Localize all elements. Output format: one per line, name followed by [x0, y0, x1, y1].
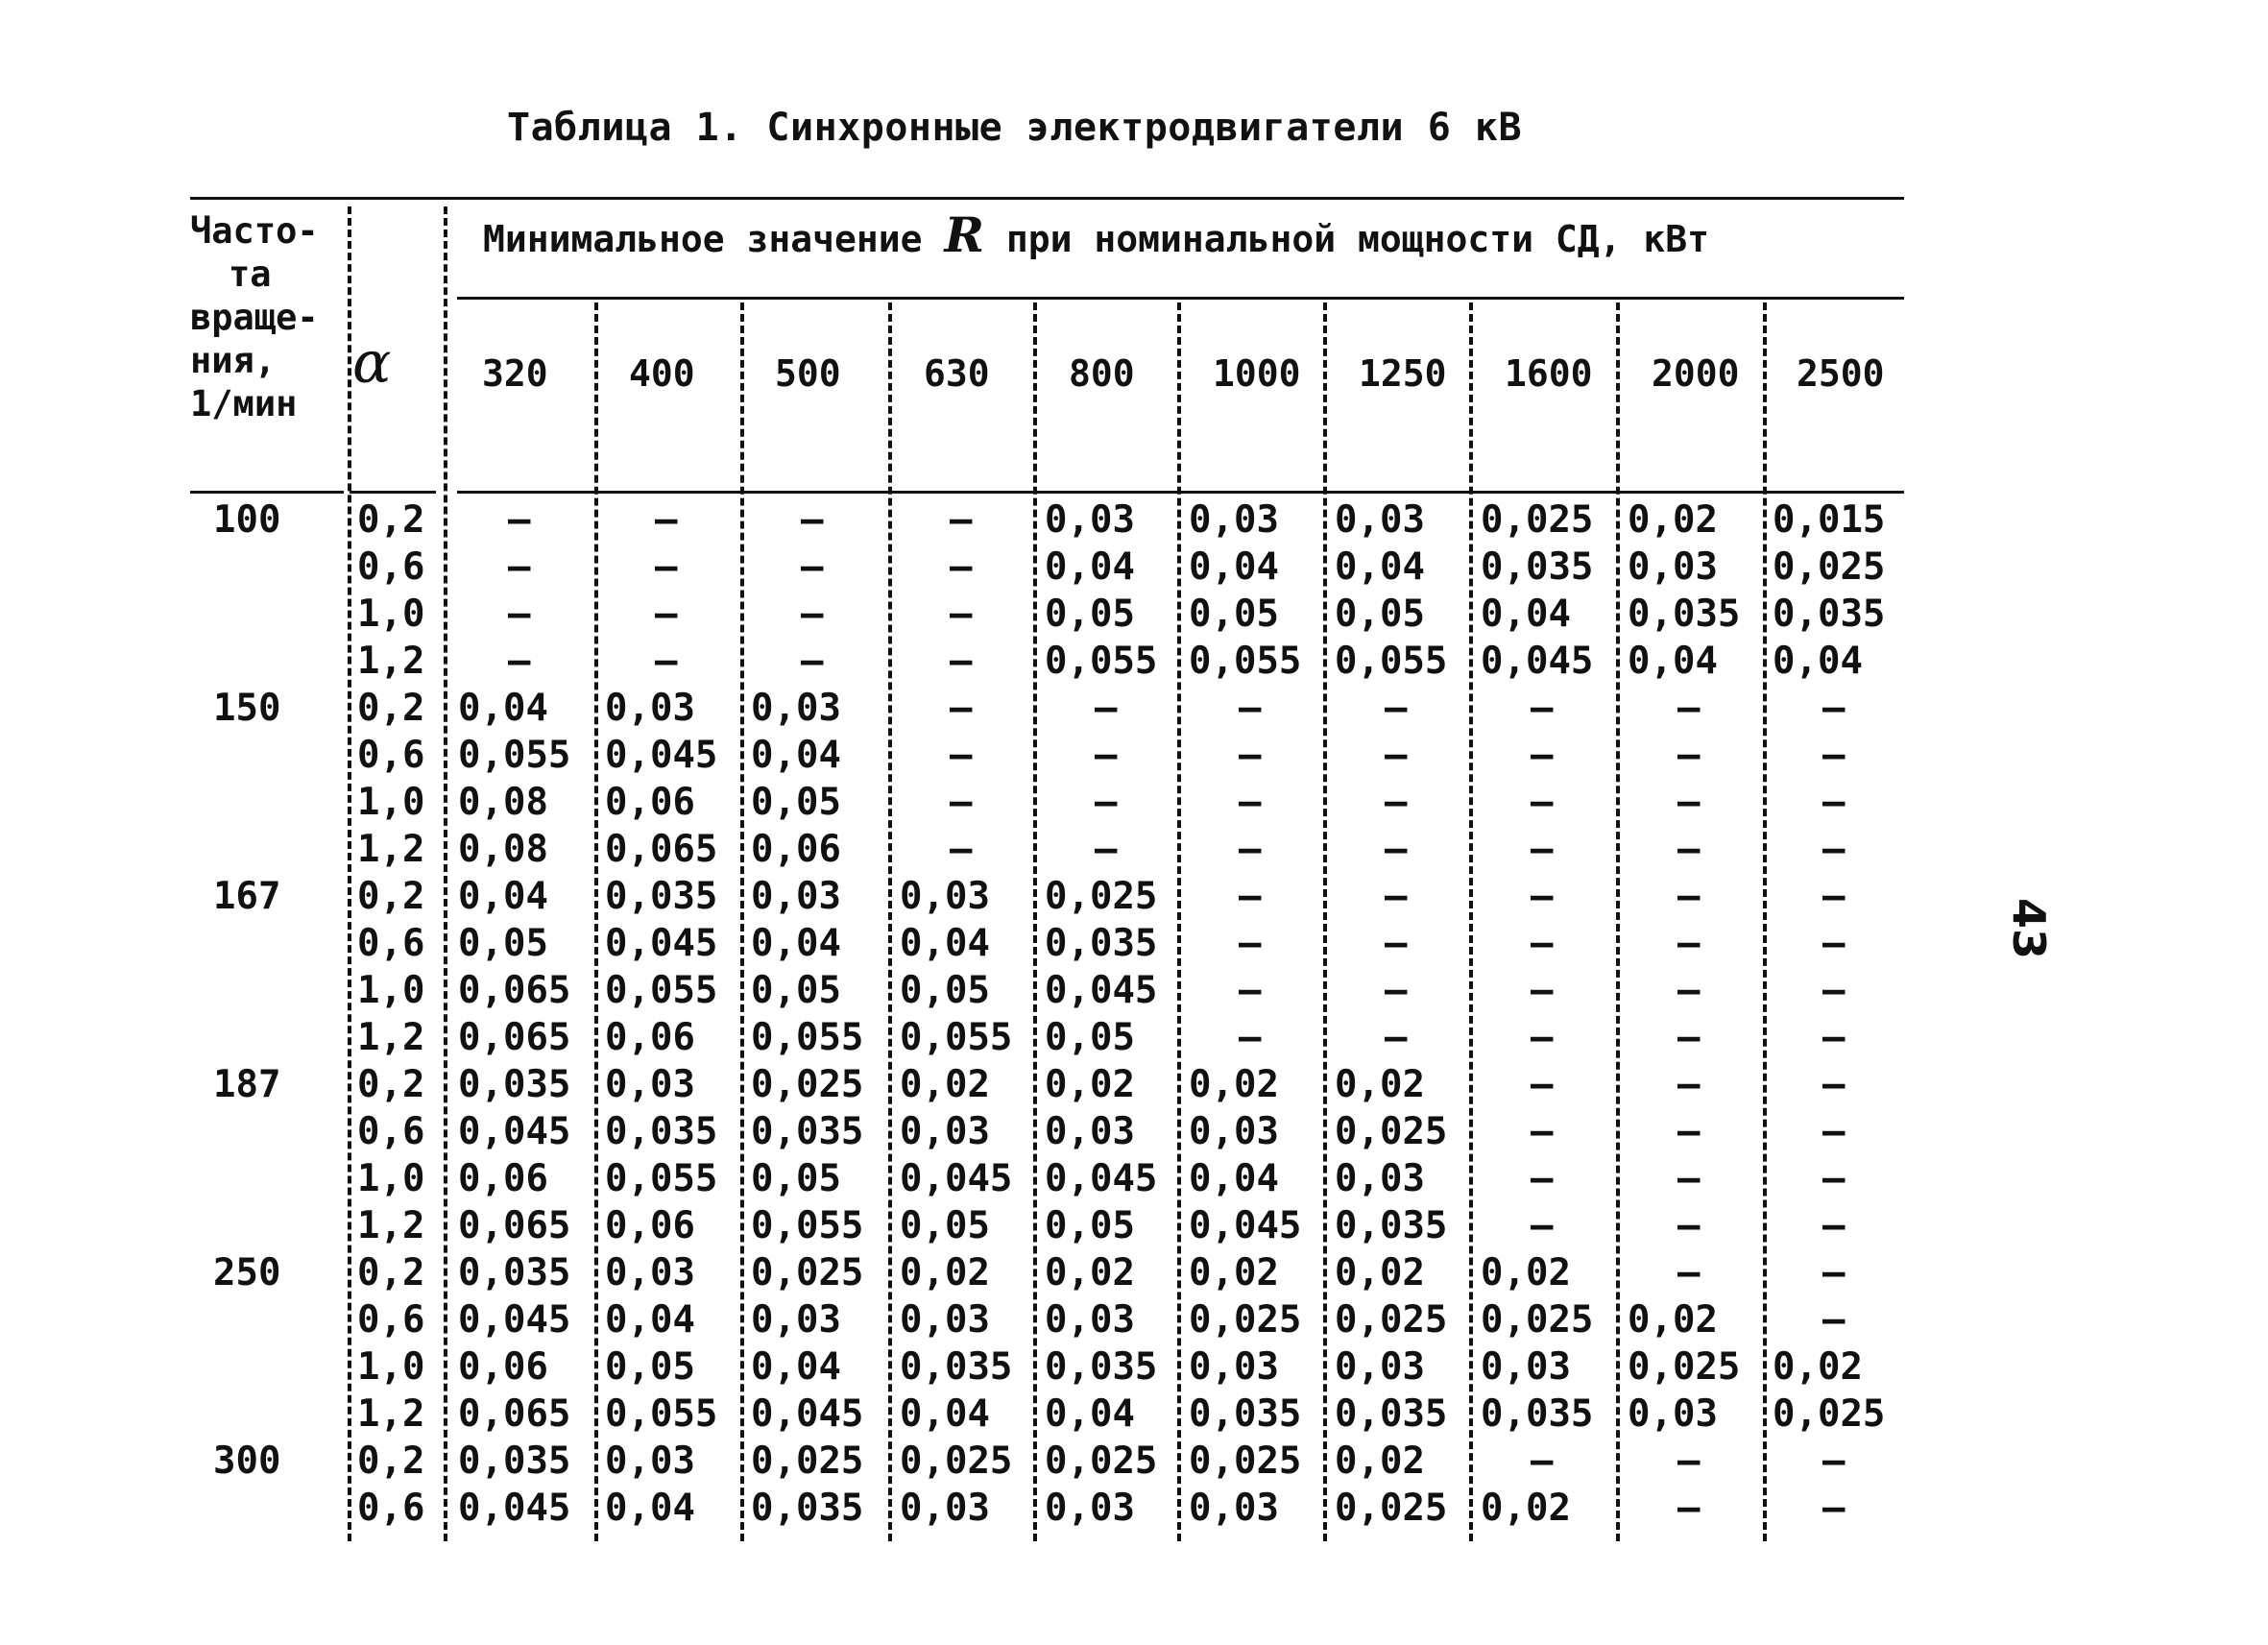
table-cell: – [1385, 922, 1408, 965]
table-cell: 0,03 [900, 1487, 990, 1530]
table-cell: 0,02 [900, 1063, 990, 1106]
table-cell: 0,05 [900, 969, 990, 1012]
alpha-value: 0,2 [357, 687, 425, 730]
table-cell: 0,02 [1481, 1251, 1571, 1294]
group-header-suffix: при номинальной мощности СД, кВт [1005, 218, 1709, 260]
table-cell: 0,04 [1481, 593, 1571, 636]
table-cell: 0,04 [751, 734, 841, 777]
table-cell: 0,03 [1481, 1345, 1571, 1389]
table-cell: 0,02 [900, 1251, 990, 1294]
table-cell: 0,05 [605, 1345, 695, 1389]
table-cell: 0,05 [1045, 1204, 1135, 1247]
table-cell: 0,045 [458, 1487, 571, 1530]
table-cell: 0,03 [1189, 498, 1279, 542]
table-cell: – [950, 498, 973, 542]
alpha-value: 1,0 [357, 1157, 425, 1200]
column-divider [1469, 302, 1473, 1541]
table-cell: 0,055 [458, 734, 571, 777]
table-cell: – [508, 640, 531, 683]
table-cell: – [1822, 1298, 1846, 1342]
frequency-value: 100 [213, 498, 281, 542]
column-divider [1177, 302, 1181, 1541]
table-cell: – [655, 498, 678, 542]
table-cell: – [1531, 734, 1554, 777]
table-cell: 0,025 [1335, 1487, 1448, 1530]
table-cell: – [1531, 687, 1554, 730]
table-cell: 0,02 [1628, 1298, 1718, 1342]
table-cell: 0,03 [751, 875, 841, 918]
table-cell: 0,025 [1481, 498, 1594, 542]
table-cell: – [1822, 687, 1846, 730]
frequency-header-line: Часто- [190, 210, 319, 252]
table-cell: – [508, 498, 531, 542]
alpha-value: 0,6 [357, 545, 425, 589]
table-cell: 0,045 [605, 734, 718, 777]
table-cell: 0,03 [1045, 498, 1135, 542]
frequency-value: 300 [213, 1439, 281, 1483]
table-cell: 0,05 [900, 1204, 990, 1247]
table-cell: 0,06 [605, 1016, 695, 1059]
table-cell: 0,025 [751, 1439, 864, 1483]
table-cell: 0,03 [751, 687, 841, 730]
table-cell: – [1531, 1063, 1554, 1106]
table-cell: 0,03 [1628, 1392, 1718, 1436]
table-cell: – [1385, 828, 1408, 871]
power-header: 320 [482, 352, 548, 395]
table-cell: – [655, 545, 678, 589]
table-cell: 0,02 [1335, 1251, 1425, 1294]
table-cell: 0,025 [900, 1439, 1013, 1483]
table-cell: 0,03 [1335, 1345, 1425, 1389]
table-cell: 0,03 [605, 1063, 695, 1106]
alpha-value: 1,2 [357, 828, 425, 871]
table-cell: 0,04 [900, 922, 990, 965]
table-cell: 0,03 [605, 687, 695, 730]
table-cell: 0,04 [1628, 640, 1718, 683]
table-cell: 0,035 [1045, 922, 1158, 965]
alpha-value: 1,0 [357, 781, 425, 824]
table-cell: – [1385, 687, 1408, 730]
table-cell: 0,06 [458, 1345, 548, 1389]
table-cell: 0,025 [1045, 875, 1158, 918]
table-cell: 0,03 [900, 875, 990, 918]
table-cell: 0,05 [1335, 593, 1425, 636]
table-cell: 0,03 [1189, 1345, 1279, 1389]
table-cell: 0,05 [1045, 1016, 1135, 1059]
table-cell: 0,045 [458, 1298, 571, 1342]
table-cell: – [1531, 922, 1554, 965]
table-cell: 0,02 [1189, 1063, 1279, 1106]
table-cell: – [1095, 781, 1118, 824]
table-cell: 0,04 [900, 1392, 990, 1436]
table-cell: 0,03 [751, 1298, 841, 1342]
table-cell: – [950, 734, 973, 777]
table-cell: 0,08 [458, 781, 548, 824]
alpha-value: 0,2 [357, 1439, 425, 1483]
table-cell: 0,055 [751, 1016, 864, 1059]
table-cell: 0,04 [751, 922, 841, 965]
column-divider [348, 206, 351, 1541]
table-cell: – [1822, 1063, 1846, 1106]
table-cell: – [950, 781, 973, 824]
power-header: 1600 [1505, 352, 1593, 395]
power-header: 500 [775, 352, 841, 395]
table-cell: 0,035 [1335, 1392, 1448, 1436]
column-divider [888, 302, 892, 1541]
table-cell: – [1822, 1016, 1846, 1059]
table-cell: – [1531, 1110, 1554, 1153]
table-cell: – [1677, 734, 1701, 777]
alpha-value: 0,2 [357, 498, 425, 542]
frequency-value: 250 [213, 1251, 281, 1294]
table-cell: 0,04 [458, 687, 548, 730]
frequency-value: 150 [213, 687, 281, 730]
table-cell: – [1677, 1110, 1701, 1153]
frequency-value: 167 [213, 875, 281, 918]
table-cell: 0,035 [1481, 1392, 1594, 1436]
column-divider [444, 206, 447, 1541]
frequency-column-header [190, 209, 319, 425]
alpha-value: 0,2 [357, 1063, 425, 1106]
power-header: 400 [629, 352, 695, 395]
table-cell: – [1239, 828, 1262, 871]
table-cell: – [1822, 1487, 1846, 1530]
table-cell: – [950, 687, 973, 730]
table-cell: 0,06 [605, 1204, 695, 1247]
table-cell: – [1531, 1016, 1554, 1059]
table-cell: 0,03 [605, 1439, 695, 1483]
table-cell: – [1822, 1251, 1846, 1294]
table-cell: 0,055 [605, 1157, 718, 1200]
table-cell: 0,04 [1045, 1392, 1135, 1436]
alpha-value: 0,6 [357, 922, 425, 965]
table-cell: 0,055 [605, 969, 718, 1012]
alpha-value: 0,6 [357, 1298, 425, 1342]
table-cell: – [950, 640, 973, 683]
table-cell: – [1822, 1110, 1846, 1153]
table-cell: – [950, 828, 973, 871]
group-header-rule [457, 297, 1904, 300]
table-cell: 0,045 [605, 922, 718, 965]
table-cell: 0,055 [900, 1016, 1013, 1059]
table-cell: – [1239, 969, 1262, 1012]
table-cell: 0,035 [1628, 593, 1741, 636]
table-cell: – [1677, 1016, 1701, 1059]
table-cell: 0,02 [1189, 1251, 1279, 1294]
table-cell: 0,065 [605, 828, 718, 871]
table-cell: 0,02 [1628, 498, 1718, 542]
table-cell: 0,03 [1045, 1487, 1135, 1530]
table-cell: – [1239, 922, 1262, 965]
table-cell: – [1239, 734, 1262, 777]
table-cell: 0,025 [751, 1063, 864, 1106]
table-cell: 0,06 [458, 1157, 548, 1200]
table-cell: 0,05 [751, 969, 841, 1012]
table-cell: – [801, 640, 824, 683]
alpha-value: 0,6 [357, 734, 425, 777]
column-divider [594, 302, 598, 1541]
table-cell: 0,025 [1335, 1298, 1448, 1342]
table-cell: 0,025 [1481, 1298, 1594, 1342]
table-cell: – [1531, 781, 1554, 824]
table-cell: 0,035 [458, 1439, 571, 1483]
r-symbol: R [944, 206, 985, 263]
table-cell: 0,035 [605, 875, 718, 918]
power-header: 2500 [1797, 352, 1885, 395]
alpha-value: 1,0 [357, 969, 425, 1012]
table-cell: – [1822, 781, 1846, 824]
table-cell: 0,065 [458, 1016, 571, 1059]
table-cell: 0,045 [1189, 1204, 1302, 1247]
table-cell: 0,04 [1773, 640, 1863, 683]
table-cell: 0,025 [1628, 1345, 1741, 1389]
table-cell: – [508, 593, 531, 636]
table-cell: 0,025 [1045, 1439, 1158, 1483]
table-cell: 0,04 [751, 1345, 841, 1389]
table-cell: – [1531, 1439, 1554, 1483]
alpha-value: 1,0 [357, 593, 425, 636]
table-cell: 0,015 [1773, 498, 1886, 542]
table-cell: 0,03 [900, 1298, 990, 1342]
group-header [483, 206, 1709, 263]
table-cell: 0,055 [1189, 640, 1302, 683]
table-cell: – [1677, 1063, 1701, 1106]
header-bottom-rule-alpha [350, 491, 436, 494]
table-cell: 0,035 [900, 1345, 1013, 1389]
table-cell: – [801, 545, 824, 589]
table-cell: 0,03 [1045, 1298, 1135, 1342]
table-cell: 0,05 [751, 1157, 841, 1200]
table-cell: 0,045 [1045, 1157, 1158, 1200]
table-cell: 0,03 [1335, 1157, 1425, 1200]
table-cell: – [655, 640, 678, 683]
table-cell: – [950, 545, 973, 589]
column-divider [1033, 302, 1037, 1541]
table-cell: – [1239, 781, 1262, 824]
table-cell: – [1822, 875, 1846, 918]
alpha-value: 1,2 [357, 640, 425, 683]
alpha-value: 0,6 [357, 1487, 425, 1530]
table-cell: – [1822, 1204, 1846, 1247]
table-cell: 0,02 [1045, 1063, 1135, 1106]
table-cell: 0,05 [458, 922, 548, 965]
power-header: 630 [924, 352, 990, 395]
table-cell: – [1531, 875, 1554, 918]
table-cell: 0,02 [1045, 1251, 1135, 1294]
alpha-value: 0,6 [357, 1110, 425, 1153]
table-cell: 0,045 [458, 1110, 571, 1153]
table-cell: – [1677, 1439, 1701, 1483]
table-cell: 0,06 [751, 828, 841, 871]
column-divider [1763, 302, 1767, 1541]
table-cell: 0,03 [1335, 498, 1425, 542]
table-cell: 0,05 [1189, 593, 1279, 636]
group-header-prefix: Минимальное значение [483, 218, 923, 260]
table-cell: – [1531, 1204, 1554, 1247]
table-cell: – [801, 498, 824, 542]
table-cell: 0,055 [751, 1204, 864, 1247]
table-cell: 0,05 [751, 781, 841, 824]
table-cell: 0,025 [1773, 1392, 1886, 1436]
table-cell: – [1822, 969, 1846, 1012]
table-cell: 0,04 [605, 1298, 695, 1342]
table-cell: 0,035 [1481, 545, 1594, 589]
table-cell: 0,03 [1189, 1110, 1279, 1153]
table-cell: 0,035 [1189, 1392, 1302, 1436]
table-cell: 0,055 [1045, 640, 1158, 683]
table-cell: 0,035 [1045, 1345, 1158, 1389]
table-cell: – [950, 593, 973, 636]
table-cell: 0,055 [1335, 640, 1448, 683]
table-cell: – [1822, 922, 1846, 965]
table-cell: – [1531, 969, 1554, 1012]
table-cell: – [1677, 922, 1701, 965]
table-cell: – [1677, 875, 1701, 918]
table-cell: 0,025 [1773, 545, 1886, 589]
table-cell: 0,055 [605, 1392, 718, 1436]
table-cell: 0,035 [458, 1063, 571, 1106]
power-header: 800 [1069, 352, 1135, 395]
table-cell: 0,03 [1628, 545, 1718, 589]
table-cell: – [1239, 687, 1262, 730]
alpha-value: 1,2 [357, 1392, 425, 1436]
power-header: 1250 [1359, 352, 1447, 395]
table-cell: – [1677, 1251, 1701, 1294]
table-cell: – [1677, 828, 1701, 871]
table-cell: 0,065 [458, 969, 571, 1012]
table-cell: – [1822, 1439, 1846, 1483]
table-cell: 0,04 [1045, 545, 1135, 589]
frequency-header-line: 1/мин [190, 383, 298, 424]
power-header: 1000 [1213, 352, 1301, 395]
alpha-value: 0,2 [357, 1251, 425, 1294]
table-cell: 0,045 [751, 1392, 864, 1436]
table-cell: 0,035 [1773, 593, 1886, 636]
table-cell: 0,04 [458, 875, 548, 918]
table-cell: 0,03 [605, 1251, 695, 1294]
table-cell: – [1239, 875, 1262, 918]
table-cell: – [1531, 828, 1554, 871]
table-cell: 0,065 [458, 1204, 571, 1247]
alpha-column-header: α [352, 329, 392, 397]
frequency-header-line: враще- [190, 297, 319, 338]
table-cell: – [801, 593, 824, 636]
frequency-header-line: та [229, 254, 272, 295]
table-cell: 0,02 [1773, 1345, 1863, 1389]
table-cell: – [1822, 1157, 1846, 1200]
table-cell: 0,035 [458, 1251, 571, 1294]
table-cell: 0,025 [1189, 1439, 1302, 1483]
alpha-value: 0,2 [357, 875, 425, 918]
table-cell: 0,04 [605, 1487, 695, 1530]
table-cell: 0,03 [1045, 1110, 1135, 1153]
table-cell: – [1677, 1204, 1701, 1247]
table-cell: – [508, 545, 531, 589]
column-divider [740, 302, 744, 1541]
page-number: 43 [2003, 898, 2055, 960]
table-cell: 0,045 [900, 1157, 1013, 1200]
table-cell: 0,03 [900, 1110, 990, 1153]
table-cell: – [655, 593, 678, 636]
table-cell: 0,06 [605, 781, 695, 824]
table-cell: 0,02 [1335, 1063, 1425, 1106]
table-cell: – [1385, 969, 1408, 1012]
frequency-value: 187 [213, 1063, 281, 1106]
power-header: 2000 [1652, 352, 1740, 395]
table-cell: 0,035 [605, 1110, 718, 1153]
frequency-header-line: ния, [190, 340, 277, 381]
table-cell: – [1385, 734, 1408, 777]
table-top-rule [190, 197, 1904, 200]
table-cell: 0,025 [751, 1251, 864, 1294]
table-cell: – [1677, 781, 1701, 824]
table-cell: 0,045 [1481, 640, 1594, 683]
table-cell: – [1531, 1157, 1554, 1200]
table-cell: 0,05 [1045, 593, 1135, 636]
table-cell: 0,025 [1189, 1298, 1302, 1342]
table-cell: – [1822, 828, 1846, 871]
table-cell: – [1385, 781, 1408, 824]
table-cell: 0,04 [1189, 545, 1279, 589]
table-cell: 0,03 [1189, 1487, 1279, 1530]
table-cell: – [1822, 734, 1846, 777]
table-cell: – [1677, 969, 1701, 1012]
table-cell: 0,035 [751, 1110, 864, 1153]
table-cell: 0,02 [1481, 1487, 1571, 1530]
table-cell: – [1385, 1016, 1408, 1059]
table-cell: 0,025 [1335, 1110, 1448, 1153]
table-cell: 0,08 [458, 828, 548, 871]
table-cell: 0,045 [1045, 969, 1158, 1012]
table-cell: 0,065 [458, 1392, 571, 1436]
header-bottom-rule-freq [190, 491, 344, 494]
column-divider [1616, 302, 1620, 1541]
table-cell: 0,035 [751, 1487, 864, 1530]
table-cell: 0,02 [1335, 1439, 1425, 1483]
table-cell: – [1385, 875, 1408, 918]
table-cell: – [1677, 687, 1701, 730]
table-cell: – [1239, 1016, 1262, 1059]
table-title: Таблица 1. Синхронные электродвигатели 6 кВ [507, 106, 1523, 150]
table-cell: – [1095, 828, 1118, 871]
table-cell: – [1677, 1487, 1701, 1530]
column-divider [1323, 302, 1327, 1541]
table-cell: – [1095, 687, 1118, 730]
alpha-value: 1,0 [357, 1345, 425, 1389]
table-cell: – [1095, 734, 1118, 777]
table-cell: 0,04 [1189, 1157, 1279, 1200]
table-cell: – [1677, 1157, 1701, 1200]
alpha-value: 1,2 [357, 1204, 425, 1247]
table-cell: 0,035 [1335, 1204, 1448, 1247]
table-cell: 0,04 [1335, 545, 1425, 589]
alpha-value: 1,2 [357, 1016, 425, 1059]
